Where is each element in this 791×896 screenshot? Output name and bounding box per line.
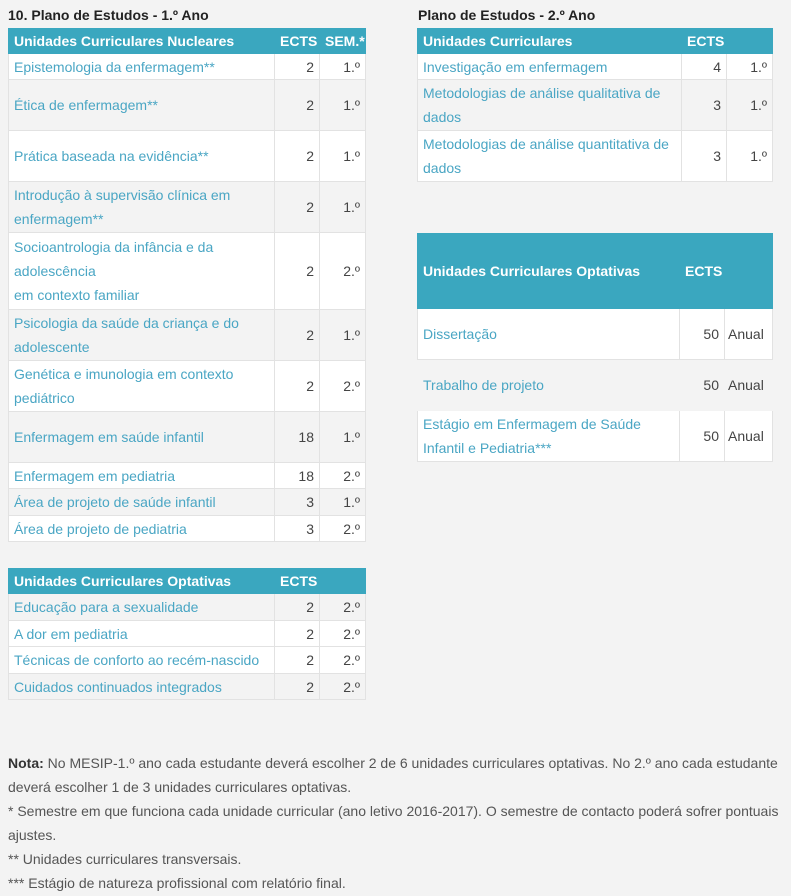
table-row (9, 412, 366, 463)
semester-value: 2.º (320, 233, 366, 310)
semester-value: 1.º (320, 489, 366, 516)
ects-value: 2 (275, 80, 320, 131)
unit-name[interactable]: A dor em pediatria (9, 621, 275, 647)
unit-name[interactable]: Enfermagem em pediatria (9, 463, 275, 489)
year2-title: Plano de Estudos - 2.º Ano (418, 7, 596, 23)
table-row (418, 131, 773, 182)
note-transversal: ** Unidades curriculares transversais. (8, 851, 242, 867)
table-row (9, 489, 366, 516)
unit-name[interactable]: Metodologias de análise quantitativa de dados (418, 131, 682, 182)
unit-name[interactable]: Metodologias de análise qualitativa de dados (418, 80, 682, 131)
col-header-unit: Unidades Curriculares (418, 29, 682, 54)
table-row (9, 463, 366, 489)
semester-value: 1.º (727, 54, 773, 80)
year2-optional-table (417, 233, 773, 462)
semester-value: 1.º (320, 310, 366, 361)
table-row (418, 309, 773, 360)
table-row (9, 80, 366, 131)
unit-name[interactable]: Epistemologia da enfermagem** (9, 54, 275, 80)
table-row (418, 54, 773, 80)
ects-value: 50 (680, 309, 725, 360)
ects-value: 3 (275, 516, 320, 542)
unit-name[interactable]: Ética de enfermagem** (9, 80, 275, 131)
unit-name[interactable]: Prática baseada na evidência** (9, 131, 275, 182)
unit-name[interactable]: Técnicas de conforto ao recém-nascido (9, 647, 275, 674)
semester-value: 1.º (320, 412, 366, 463)
ects-value: 50 (680, 411, 725, 462)
ects-value: 4 (682, 54, 727, 80)
ects-value: 3 (682, 80, 727, 131)
unit-name[interactable]: Genética e imunologia em contexto pediátrico (9, 361, 275, 412)
ects-value: 18 (275, 412, 320, 463)
col-header-ects: ECTS (680, 234, 725, 309)
semester-value: 2.º (320, 647, 366, 674)
semester-value: 2.º (320, 594, 366, 621)
unit-name[interactable]: Introdução à supervisão clínica em enfermagem** (9, 182, 275, 233)
unit-name[interactable]: Área de projeto de pediatria (9, 516, 275, 542)
ects-value: 2 (275, 54, 320, 80)
ects-value: 2 (275, 182, 320, 233)
col-header-ects: ECTS (275, 29, 320, 54)
unit-name[interactable]: Enfermagem em saúde infantil (9, 412, 275, 463)
table-row (9, 647, 366, 674)
note-paragraph (8, 751, 783, 799)
table-row (418, 360, 773, 411)
table-row (9, 674, 366, 700)
unit-name[interactable]: Cuidados continuados integrados (9, 674, 275, 700)
ects-value: 2 (275, 233, 320, 310)
col-header-unit: Unidades Curriculares Optativas (9, 569, 275, 594)
year1-optional-table (8, 568, 366, 700)
table-row (9, 361, 366, 412)
ects-value: 3 (275, 489, 320, 516)
unit-name[interactable]: Área de projeto de saúde infantil (9, 489, 275, 516)
ects-value: 2 (275, 361, 320, 412)
semester-value: 2.º (320, 361, 366, 412)
table-row (9, 54, 366, 80)
table-row (418, 411, 773, 462)
semester-value: 1.º (727, 131, 773, 182)
notes (8, 751, 783, 895)
semester-value: 1.º (320, 54, 366, 80)
table-row (9, 233, 366, 310)
note-label: Nota: (8, 755, 44, 771)
year2-core-table (417, 28, 773, 182)
semester-value: 1.º (320, 80, 366, 131)
year1-title: 10. Plano de Estudos - 1.º Ano (8, 7, 209, 23)
ects-value: 2 (275, 647, 320, 674)
unit-name[interactable]: Investigação em enfermagem (418, 54, 682, 80)
semester-value: 1.º (727, 80, 773, 131)
col-header-ects: ECTS (682, 29, 727, 54)
table-row (9, 594, 366, 621)
ects-value: 2 (275, 674, 320, 700)
table-row (9, 516, 366, 542)
table-row (9, 182, 366, 233)
ects-value: 18 (275, 463, 320, 489)
ects-value: 3 (682, 131, 727, 182)
table-row (418, 80, 773, 131)
table-row (9, 310, 366, 361)
semester-value: Anual (728, 377, 764, 393)
col-header-ects: ECTS (275, 569, 320, 594)
unit-name[interactable]: Estágio em Enfermagem de Saúde Infantil e Pediatria*** (418, 411, 680, 462)
col-header-sem (727, 29, 773, 54)
note-text: No MESIP-1.º ano cada estudante deverá escolher 2 de 6 unidades curriculares optativas. No 2.º ano cada estudante deverá escolher 1 de 3 unidades curriculares optativas. (8, 755, 778, 795)
semester-value: 2.º (320, 621, 366, 647)
semester-value: 1.º (320, 182, 366, 233)
semester-value: 1.º (320, 131, 366, 182)
ects-value: 2 (275, 594, 320, 621)
note-internship: *** Estágio de natureza profissional com relatório final. (8, 875, 346, 891)
col-header-unit: Unidades Curriculares Nucleares (9, 29, 275, 54)
ects-value: 2 (275, 131, 320, 182)
ects-value: 2 (275, 310, 320, 361)
semester-value: 2.º (320, 516, 366, 542)
col-header-sem (320, 569, 366, 594)
ects-value: 2 (275, 621, 320, 647)
semester-value: 2.º (320, 463, 366, 489)
note-semester: * Semestre em que funciona cada unidade curricular (ano letivo 2016-2017). O semestre de contacto poderá sofrer pontuais ajustes. (8, 803, 779, 843)
unit-name[interactable]: Dissertação (418, 309, 680, 360)
ects-value: 50 (703, 377, 719, 393)
table-row (9, 131, 366, 182)
year1-core-table (8, 28, 366, 542)
col-header-sem: SEM.* (320, 29, 366, 54)
unit-name[interactable]: Trabalho de projeto (423, 377, 544, 393)
unit-name[interactable]: Socioantrologia da infância e da adolescência em contexto familiar (9, 233, 275, 310)
unit-name[interactable]: Educação para a sexualidade (9, 594, 275, 621)
semester-value: Anual (725, 411, 773, 462)
table-row (9, 621, 366, 647)
col-header-sem (725, 234, 773, 309)
semester-value: Anual (725, 309, 773, 360)
col-header-unit: Unidades Curriculares Optativas (418, 234, 680, 309)
unit-name[interactable]: Psicologia da saúde da criança e do adolescente (9, 310, 275, 361)
semester-value: 2.º (320, 674, 366, 700)
